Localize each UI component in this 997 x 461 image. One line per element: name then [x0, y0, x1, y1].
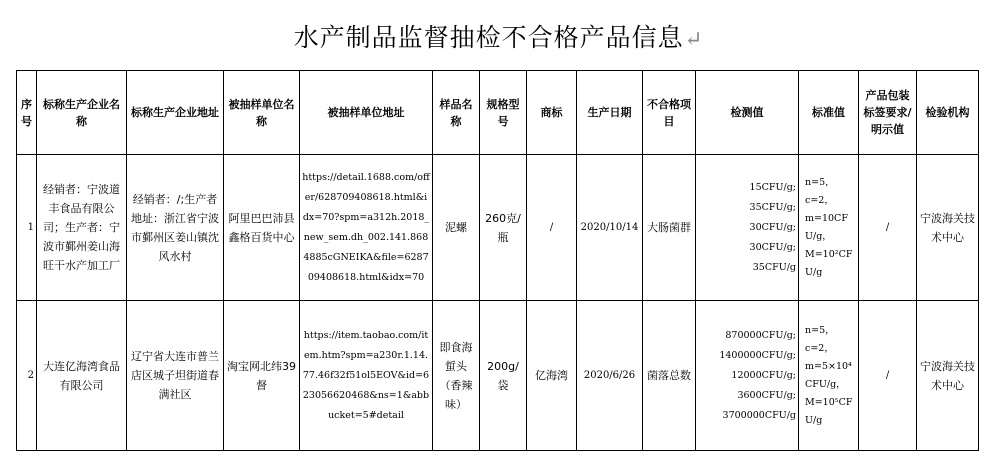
header-producer-name: 标称生产企业名称	[37, 71, 127, 155]
standard-line: n=5，	[805, 176, 835, 188]
header-failed-item: 不合格项目	[643, 71, 696, 155]
header-measured-value: 检测值	[696, 71, 799, 155]
header-seq: 序号	[17, 71, 37, 155]
cell-sampled-unit-name: 阿里巴巴沛县鑫格百货中心	[224, 155, 300, 301]
cell-label-requirement: /	[859, 155, 917, 301]
cell-production-date: 2020/10/14	[577, 155, 643, 301]
paragraph-mark-icon: ↵	[684, 27, 704, 52]
measured-line: 30CFU/g;	[749, 221, 796, 233]
header-inspection-agency: 检验机构	[917, 71, 979, 155]
measured-line: 3700000CFU/g	[722, 409, 796, 421]
cell-sampled-unit-address: https://item.taobao.com/item.htm?spm=a230r.1.14.77.46f32f51ol5EOV&id=623056620468&ns=1&abbucket=5#detail	[300, 301, 433, 451]
measured-line: 35CFU/g	[752, 261, 796, 273]
header-label-requirement: 产品包装标签要求/明示值	[859, 71, 917, 155]
measured-line: 30CFU/g;	[749, 241, 796, 253]
cell-standard-value	[799, 301, 859, 451]
cell-sample-name: 泥螺	[433, 155, 480, 301]
standard-line: c=2，	[805, 194, 834, 206]
header-brand: 商标	[527, 71, 577, 155]
standard-line: m=10CFU/g，	[805, 212, 848, 242]
header-spec: 规格型号	[480, 71, 527, 155]
standard-line: n=5，	[805, 324, 835, 336]
cell-failed-item: 大肠菌群	[643, 155, 696, 301]
cell-standard-value	[799, 155, 859, 301]
cell-production-date: 2020/6/26	[577, 301, 643, 451]
cell-brand: /	[527, 155, 577, 301]
header-sampled-unit-address: 被抽样单位地址	[300, 71, 433, 155]
cell-seq: 1	[17, 155, 37, 301]
cell-spec: 200g/袋	[480, 301, 527, 451]
cell-inspection-agency: 宁波海关技术中心	[917, 301, 979, 451]
cell-measured-value	[696, 301, 799, 451]
page-title: 水产制品监督抽检不合格产品信息↵	[293, 23, 704, 52]
cell-label-requirement: /	[859, 301, 917, 451]
measured-line: 15CFU/g;	[749, 181, 796, 193]
cell-producer-name: 经销者：宁波道丰食品有限公司；生产者：宁波市鄞州姜山海旺干水产加工厂	[37, 155, 127, 301]
cell-producer-address: 经销者：/;生产者地址：浙江省宁波市鄞州区姜山镇沈风水村	[127, 155, 224, 301]
cell-brand: 亿海湾	[527, 301, 577, 451]
header-standard-value: 标准值	[799, 71, 859, 155]
cell-failed-item: 菌落总数	[643, 301, 696, 451]
cell-sample-name: 即食海蜇头（香辣味）	[433, 301, 480, 451]
cell-sampled-unit-address: https://detail.1688.com/offer/628709408618.html&idx=70?spm=a312h.2018_new_sem.dh_002.141.8684885cGNEIKA&file=628709408618.html&idx=70	[300, 155, 433, 301]
cell-seq: 2	[17, 301, 37, 451]
measured-line: 12000CFU/g;	[731, 369, 796, 381]
header-production-date: 生产日期	[577, 71, 643, 155]
cell-inspection-agency: 宁波海关技术中心	[917, 155, 979, 301]
measured-line: 3600CFU/g;	[737, 389, 796, 401]
cell-producer-address: 辽宁省大连市普兰店区城子坦街道春满社区	[127, 301, 224, 451]
nonconforming-products-table	[16, 70, 979, 451]
header-sampled-unit-name: 被抽样单位名称	[224, 71, 300, 155]
measured-line: 870000CFU/g;	[725, 329, 796, 341]
table-row	[17, 155, 979, 301]
header-sample-name: 样品名称	[433, 71, 480, 155]
header-producer-address: 标称生产企业地址	[127, 71, 224, 155]
measured-line: 1400000CFU/g;	[719, 349, 796, 361]
cell-sampled-unit-name: 淘宝网北纬39督	[224, 301, 300, 451]
table-row	[17, 301, 979, 451]
cell-spec: 260克/瓶	[480, 155, 527, 301]
standard-line: m=5×10⁴CFU/g，	[805, 360, 852, 390]
measured-line: 35CFU/g;	[749, 201, 796, 213]
standard-line: c=2，	[805, 342, 834, 354]
cell-producer-name: 大连亿海湾食品有限公司	[37, 301, 127, 451]
cell-measured-value	[696, 155, 799, 301]
header-row	[17, 71, 979, 155]
standard-line: M=10²CFU/g	[805, 248, 853, 278]
standard-line: M=10⁵CFU/g	[805, 396, 853, 426]
